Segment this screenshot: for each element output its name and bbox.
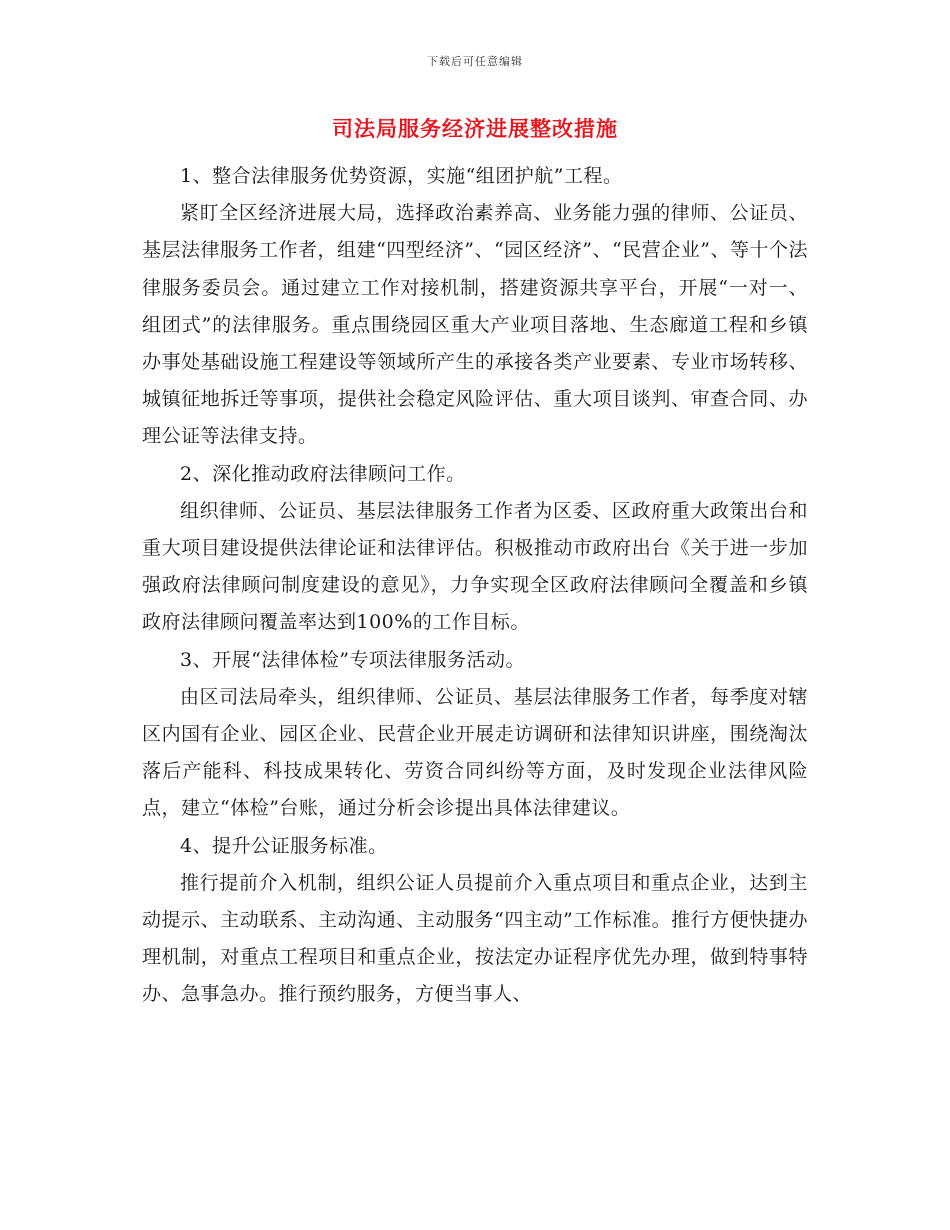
section-heading-1: 1、整合法律服务优势资源，实施“组团护航”工程。 — [180, 165, 623, 187]
section-heading-2: 2、深化推动政府法律顾问工作。 — [180, 462, 466, 485]
body-paragraph-3: 由区司法局牵头，组织律师、公证员、基层法律服务工作者，每季度对辖区内国有企业、园区企业、民营企业开展走访调研和法律知识讲座，围绕淘汰落后产能科、科技成果转化、劳资合同纠纷等方面，及时发现企业法律风险点，建立“体检”台账，通过分析会诊提出具体法律建议。 — [142, 685, 808, 820]
document-title: 司法局服务经济进展整改措施 — [332, 116, 618, 141]
page-header-note: 下载后可任意编辑 — [427, 55, 523, 68]
section-heading-3: 3、开展“法律体检”专项法律服务活动。 — [180, 648, 526, 671]
body-paragraph-1: 紧盯全区经济进展大局，选择政治素养高、业务能力强的律师、公证员、基层法律服务工作者，组建“四型经济”、“园区经济”、“民营企业”、等十个法律服务委员会。通过建立工作对接机制，搭建资源共享平台，开展“一对一、组团式”的法律服务。重点围绕园区重大产业项目落地、生态廊道工程和乡镇办事处基础设施工程建设等领域所产生的承接各类产业要素、专业市场转移、城镇征地拆迁等事项，提供社会稳定风险评估、重大项目谈判、审查合同、办理公证等法律支持。 — [142, 202, 808, 448]
section-heading-4: 4、提升公证服务标准。 — [180, 834, 388, 857]
body-paragraph-4: 推行提前介入机制，组织公证人员提前介入重点项目和重点企业，达到主动提示、主动联系、主动沟通、主动服务“四主动”工作标准。推行方便快捷办理机制，对重点工程项目和重点企业，按法定办证程序优先办理，做到特事特办、急事急办。推行预约服务，方便当事人、 — [142, 871, 808, 1006]
document-body — [142, 158, 808, 1014]
body-paragraph-2: 组织律师、公证员、基层法律服务工作者为区委、区政府重大政策出台和重大项目建设提供法律论证和法律评估。积极推动市政府出台《关于进一步加强政府法律顾问制度建设的意见》，力争实现全区政府法律顾问全覆盖和乡镇政府法律顾问覆盖率达到100%的工作目标。 — [142, 499, 808, 634]
